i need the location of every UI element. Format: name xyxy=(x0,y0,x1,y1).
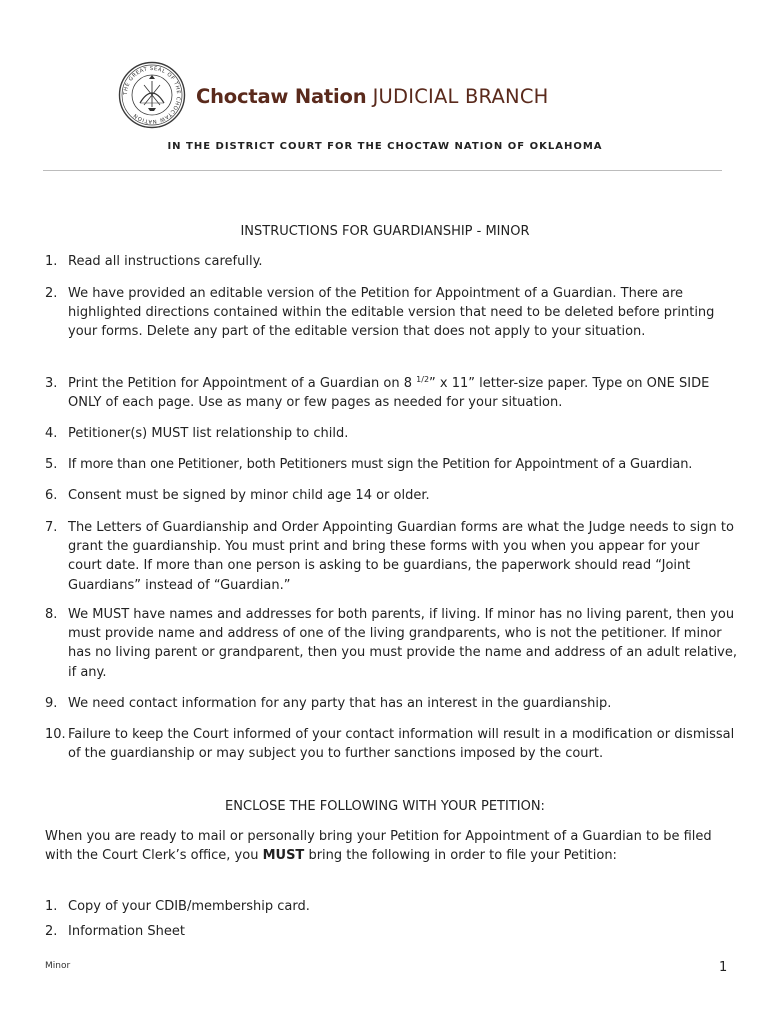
item-number: 2. xyxy=(45,924,58,939)
enclose-item-1 xyxy=(45,897,737,916)
item-text: Petitioner(s) MUST list relationship to child. xyxy=(68,426,349,441)
item-text xyxy=(68,374,737,412)
brand-name: Choctaw Nation xyxy=(196,85,367,108)
item-text: Consent must be signed by minor child age 14 or older. xyxy=(68,488,430,503)
instruction-item-3 xyxy=(45,374,737,412)
instruction-item-4 xyxy=(45,424,737,443)
item-number: 3. xyxy=(45,376,58,391)
header-divider xyxy=(43,170,722,171)
footer-label: Minor xyxy=(45,961,71,971)
enclose-item-2 xyxy=(45,922,737,941)
item-number: 4. xyxy=(45,426,58,441)
instruction-item-9 xyxy=(45,694,737,713)
item-number: 1. xyxy=(45,254,58,269)
choctaw-seal-logo xyxy=(118,61,186,129)
item-number: 2. xyxy=(45,286,58,301)
item-number: 5. xyxy=(45,457,58,472)
instruction-item-5 xyxy=(45,455,737,474)
item-text: We need contact information for any party that has an interest in the guardianship. xyxy=(68,696,612,711)
item-text-before: Print the Petition for Appointment of a Guardian on 8 xyxy=(68,376,417,391)
item-number: 1. xyxy=(45,899,58,914)
intro-emphasis: MUST xyxy=(262,848,305,864)
instruction-item-1 xyxy=(45,252,737,271)
court-title: IN THE DISTRICT COURT FOR THE CHOCTAW NATION OF OKLAHOMA xyxy=(167,141,603,152)
item-number: 8. xyxy=(45,607,58,622)
item-text: The Letters of Guardianship and Order Appointing Guardian forms are what the Judge needs to sign to grant the guardianship. You must print and bring these forms with you when you appear for your court date. If more than one person is asking to be guardians, the paperwork should read “Joint Guardians” instead of “Guardian.” xyxy=(68,520,734,593)
intro-text-before: When you are ready to mail or personally bring your Petition for Appointment of a Guardian to be filed with the Court Clerk’s office, you xyxy=(45,829,712,864)
enclose-intro xyxy=(45,827,725,865)
item-text: We have provided an editable version of the Petition for Appointment of a Guardian. There are highlighted directions contained within the editable version that need to be deleted before printing your forms. Delete any part of the editable version that does not apply to your situation. xyxy=(68,286,715,340)
item-text: Read all instructions carefully. xyxy=(68,254,263,269)
item-text: Information Sheet xyxy=(68,924,185,939)
item-number: 10. xyxy=(45,727,66,742)
fraction-superscript: 1/2 xyxy=(416,375,430,384)
item-text: Failure to keep the Court informed of your contact information will result in a modification or dismissal of the guardianship or may subject you to further sanctions imposed by the court. xyxy=(68,727,735,762)
instruction-item-8 xyxy=(45,605,737,682)
item-number: 9. xyxy=(45,696,58,711)
item-text: If more than one Petitioner, both Petitioners must sign the Petition for Appointment of a Guardian. xyxy=(68,457,693,472)
item-text-after: ” x 11” letter-size paper. Type on ONE SIDE ONLY of each page. Use as many or few pages as needed for your situation. xyxy=(68,376,710,411)
item-number: 6. xyxy=(45,488,58,503)
instruction-item-7 xyxy=(45,518,737,595)
page-number: 1 xyxy=(719,960,728,975)
instruction-item-10 xyxy=(45,725,737,763)
instruction-item-2 xyxy=(45,284,737,342)
seal-ring-text: THE GREAT SEAL OF THE CHOCTAW NATION xyxy=(122,65,182,125)
instruction-item-6 xyxy=(45,486,737,505)
item-number: 7. xyxy=(45,520,58,535)
brand-branch: JUDICIAL BRANCH xyxy=(372,85,549,108)
item-text: Copy of your CDIB/membership card. xyxy=(68,899,310,914)
intro-text-after: bring the following in order to file your Petition: xyxy=(304,848,617,864)
enclose-title: ENCLOSE THE FOLLOWING WITH YOUR PETITION: xyxy=(225,799,545,814)
brand-wordmark xyxy=(196,84,549,110)
instructions-title: INSTRUCTIONS FOR GUARDIANSHIP - MINOR xyxy=(240,224,530,239)
item-text: We MUST have names and addresses for both parents, if living. If minor has no living parent, then you must provide name and address of one of the living grandparents, who is not the petitioner. If minor has no living parent or grandparent, then you must provide the name and address of an adult relative, if any. xyxy=(68,607,738,680)
